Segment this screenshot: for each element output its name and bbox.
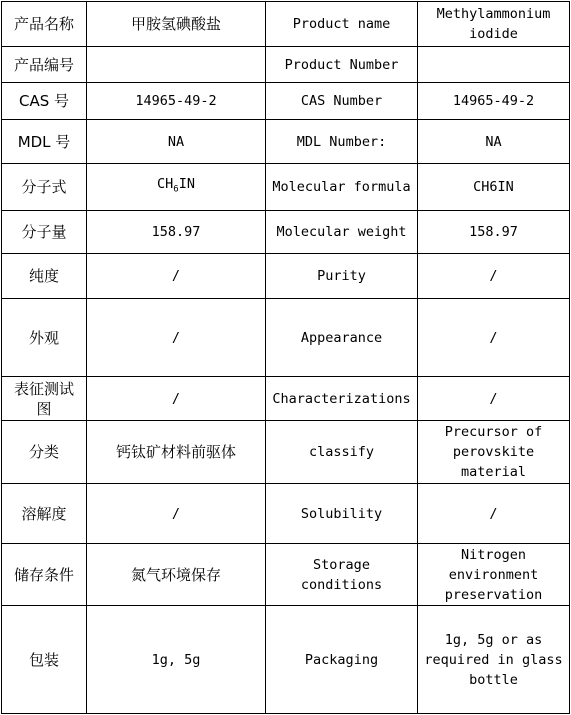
cn-field-value: 甲胺氢碘酸盐: [87, 2, 266, 47]
cell-line: /: [489, 268, 498, 284]
en-field-label: Solubility: [266, 484, 418, 544]
spec-table-body: [2, 2, 570, 714]
cn-field-label: CAS 号: [2, 83, 87, 120]
table-row: [2, 211, 570, 254]
en-field-label: Product Number: [266, 47, 418, 83]
table-row: [2, 164, 570, 211]
cell-line: CH6IN: [473, 179, 514, 195]
en-field-label: CAS Number: [266, 83, 418, 120]
table-row: [2, 254, 570, 299]
cn-field-value: /: [87, 299, 266, 377]
en-field-label: MDL Number:: [266, 120, 418, 164]
table-row: [2, 606, 570, 714]
en-field-label: classify: [266, 421, 418, 484]
en-field-value: [418, 299, 570, 377]
en-field-label: Packaging: [266, 606, 418, 714]
cn-field-label: 分子式: [2, 164, 87, 211]
table-row: [2, 120, 570, 164]
cell-line: 14965-49-2: [452, 93, 535, 109]
cn-field-label: 产品编号: [2, 47, 87, 83]
cell-line: 表征测试: [13, 379, 74, 398]
cell-line: Storage: [313, 556, 370, 573]
cn-field-label: 外观: [2, 299, 87, 377]
cell-line: Methylammonium: [436, 6, 551, 22]
cn-field-value: /: [87, 254, 266, 299]
en-field-value: [418, 120, 570, 164]
table-row: [2, 2, 570, 47]
cn-field-value: NA: [87, 120, 266, 164]
cn-field-value: /: [87, 484, 266, 544]
table-row: [2, 484, 570, 544]
en-field-value: [418, 421, 570, 484]
en-field-value: [418, 47, 570, 83]
cn-field-label: [2, 377, 87, 421]
en-field-value: [418, 2, 570, 47]
cell-line: preservation: [444, 586, 543, 603]
cn-field-value: 158.97: [87, 211, 266, 254]
en-field-label: Purity: [266, 254, 418, 299]
cell-line: material: [460, 464, 527, 480]
cn-field-label: 溶解度: [2, 484, 87, 544]
cell-line: /: [489, 329, 498, 346]
cell-line: environment: [448, 566, 539, 583]
product-spec-table: [1, 1, 570, 714]
en-field-label: Characterizations: [266, 377, 418, 421]
en-field-label: Molecular formula: [266, 164, 418, 211]
en-field-label: Product name: [266, 2, 418, 47]
cn-field-label: 分子量: [2, 211, 87, 254]
table-row: [2, 47, 570, 83]
cn-field-label: 分类: [2, 421, 87, 484]
cell-line: Precursor of: [444, 424, 543, 440]
cn-field-label: 纯度: [2, 254, 87, 299]
table-row: [2, 377, 570, 421]
cn-field-label: 包装: [2, 606, 87, 714]
cell-line: required in glass: [424, 651, 563, 668]
en-field-value: [418, 606, 570, 714]
table-row: [2, 83, 570, 120]
cn-field-value: $CH_6IN$: [87, 164, 266, 211]
cn-field-value: 钙钛矿材料前驱体: [87, 421, 266, 484]
en-field-value: [418, 484, 570, 544]
cn-field-label: 储存条件: [2, 544, 87, 606]
en-field-value: [418, 164, 570, 211]
cell-line: bottle: [469, 671, 518, 688]
en-field-label: [266, 544, 418, 606]
cell-line: perovskite: [452, 444, 535, 460]
en-field-label: Molecular weight: [266, 211, 418, 254]
en-field-label: Appearance: [266, 299, 418, 377]
cell-line: iodide: [469, 26, 518, 42]
en-field-value: [418, 377, 570, 421]
cell-line: /: [489, 505, 498, 522]
en-field-value: [418, 211, 570, 254]
cn-field-value: 14965-49-2: [87, 83, 266, 120]
cn-field-value: 氮气环境保存: [87, 544, 266, 606]
table-row: [2, 421, 570, 484]
cell-line: /: [489, 390, 498, 407]
cell-line: 158.97: [469, 224, 518, 240]
en-field-value: [418, 544, 570, 606]
cell-line: conditions: [300, 576, 383, 593]
cn-field-value: 1g, 5g: [87, 606, 266, 714]
cn-field-label: 产品名称: [2, 2, 87, 47]
cell-line: NA: [485, 133, 502, 150]
cn-field-label: MDL 号: [2, 120, 87, 164]
table-row: [2, 544, 570, 606]
cell-line: Nitrogen: [460, 546, 527, 563]
cell-line: 1g, 5g or as: [444, 631, 543, 648]
cell-line: 图: [36, 399, 52, 418]
table-row: [2, 299, 570, 377]
en-field-value: [418, 83, 570, 120]
en-field-value: [418, 254, 570, 299]
cn-field-value: /: [87, 377, 266, 421]
cn-field-value: [87, 47, 266, 83]
